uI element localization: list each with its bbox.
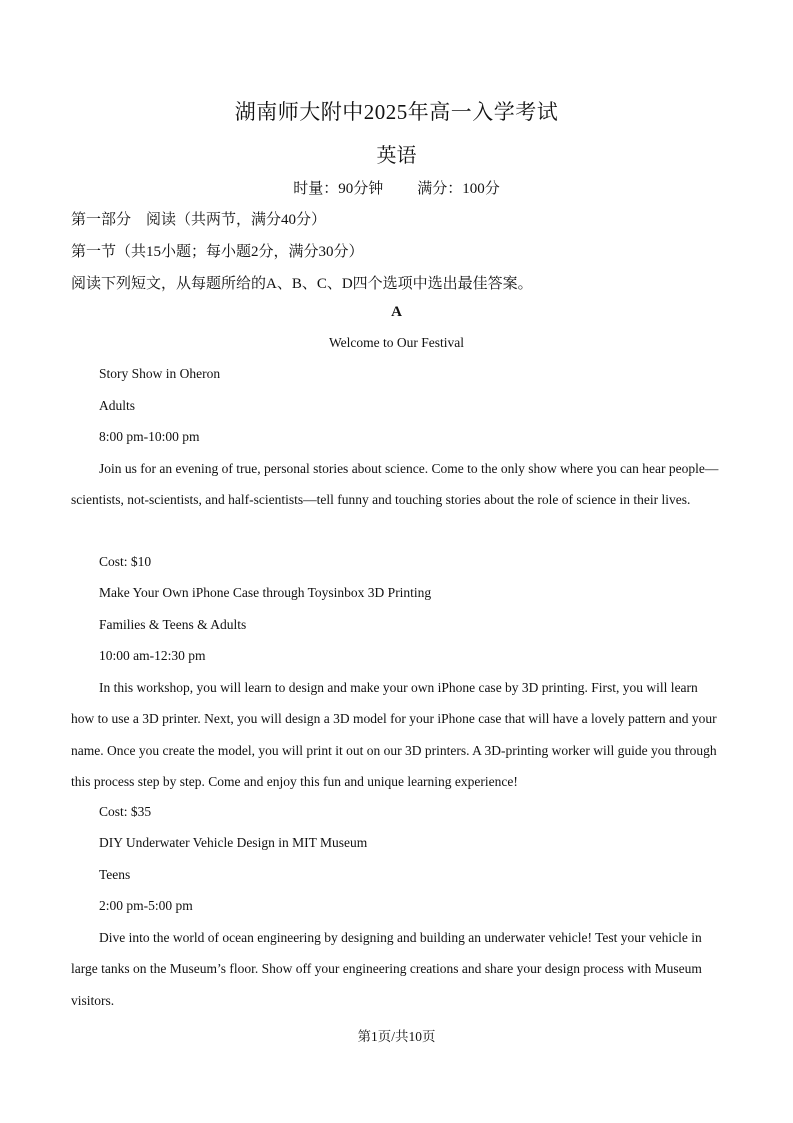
event-description: Join us for an evening of true, personal stories about science. Come to the only show where you can hear people—scientists, not-scientists, and half-scientists—tell funny and touching stories about the role of science in their lives. <box>71 461 719 508</box>
passage-letter: A <box>391 304 402 320</box>
event-description: Dive into the world of ocean engineering by designing and building an underwater vehicle! Test your vehicle in large tanks on the Museum’s floor. Show off your engineering creations and share your design process with Museum visitors. <box>71 930 702 1008</box>
exam-meta <box>0 177 793 198</box>
event-description: In this workshop, you will learn to design and make your own iPhone case by 3D printing. First, you will learn how to use a 3D printer. Next, you will design a 3D model for your iPhone case that will have a lovely pattern and your name. Once you create the model, you will print it out on our 3D printers. A 3D-printing worker will guide you through this process step by step. Come and enjoy this fun and unique learning experience! <box>71 680 717 789</box>
exam-subject: 英语 <box>376 145 417 167</box>
page-number: 第1页/共10页 <box>357 1029 436 1044</box>
event-time: 10:00 am-12:30 pm <box>99 648 206 663</box>
part-heading: 第一部分 阅读（共两节，满分40分） <box>71 212 327 228</box>
event-cost: Cost: $10 <box>99 554 152 569</box>
section-heading: 第一节（共15小题；每小题2分，满分30分） <box>71 244 364 260</box>
exam-title: 湖南师大附中2025年高一入学考试 <box>234 100 559 124</box>
event-name: DIY Underwater Vehicle Design in MIT Museum <box>99 835 368 850</box>
event-time: 8:00 pm-10:00 pm <box>99 429 200 444</box>
event-audience: Teens <box>99 867 131 882</box>
passage-title: Welcome to Our Festival <box>328 335 464 350</box>
event-name: Story Show in Oheron <box>99 366 221 381</box>
event-audience: Adults <box>99 398 136 413</box>
exam-score: 满分：100分 <box>417 181 500 197</box>
event-name: Make Your Own iPhone Case through Toysinbox 3D Printing <box>99 585 432 600</box>
event-audience: Families & Teens & Adults <box>99 617 247 632</box>
event-cost: Cost: $35 <box>99 804 152 819</box>
exam-time: 时量：90分钟 <box>293 181 384 197</box>
direction-text: 阅读下列短文，从每题所给的A、B、C、D四个选项中选出最佳答案。 <box>71 276 533 292</box>
event-time: 2:00 pm-5:00 pm <box>99 898 193 913</box>
